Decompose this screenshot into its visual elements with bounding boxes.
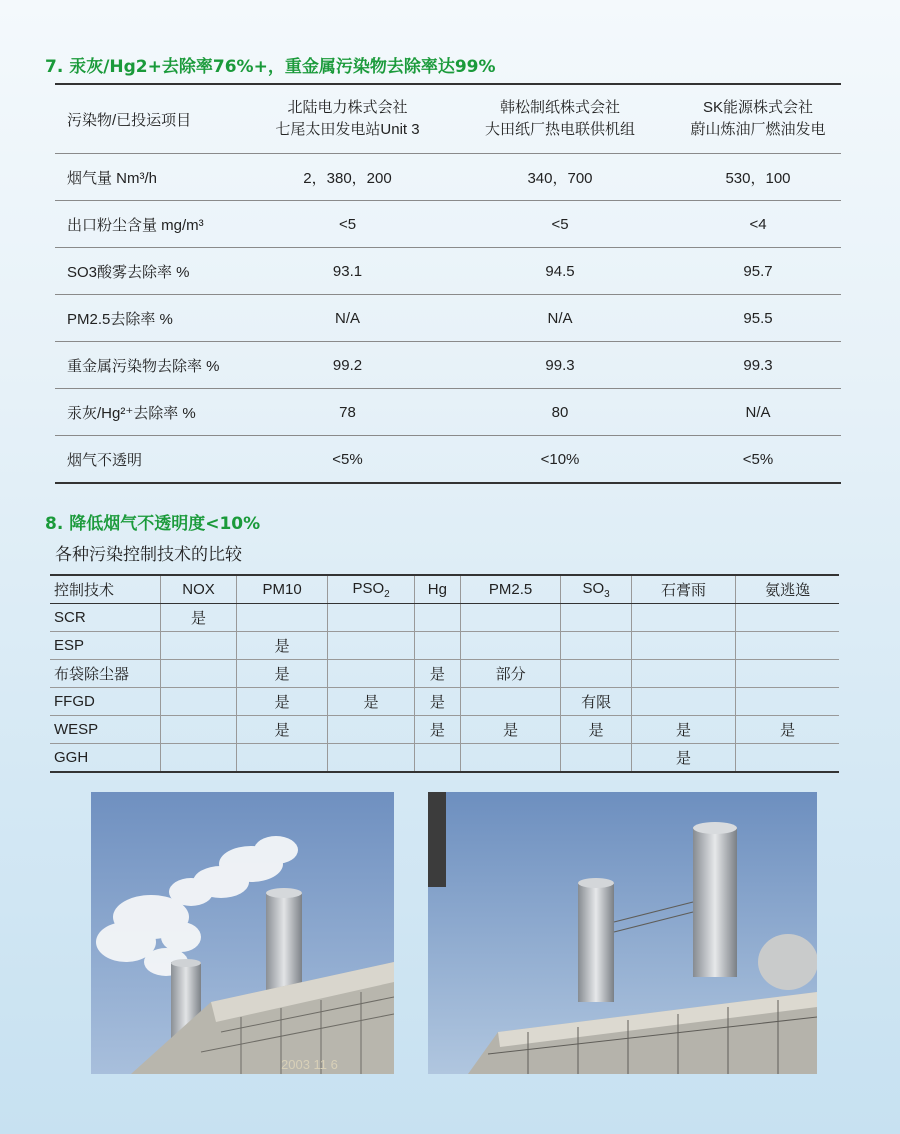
row-value-plant-3: 95.7 — [743, 262, 773, 280]
capability-cell — [631, 632, 735, 660]
plant-performance-table — [55, 83, 841, 484]
header-plant-2-company: 韩松制纸株式会社 — [499, 99, 620, 116]
capability-cell — [161, 660, 237, 688]
column-header — [328, 575, 415, 604]
column-header — [460, 575, 561, 604]
capability-cell — [161, 688, 237, 716]
row-value-plant-2: <10% — [540, 450, 580, 468]
capability-cell: 部分 — [460, 660, 561, 688]
capability-cell — [328, 660, 415, 688]
column-header-text: 控制技术 — [54, 582, 115, 599]
comparison-subtitle: 各种污染控制技术的比较 — [55, 545, 242, 565]
header-plant-3-company: SK能源株式会社 — [702, 99, 813, 116]
capability-cell — [414, 744, 460, 773]
row-value-plant-2: 340，700 — [527, 169, 593, 187]
column-header — [161, 575, 237, 604]
row-label: 出口粉尘含量 mg/m³ — [67, 216, 204, 234]
capability-cell — [561, 604, 631, 632]
header-plant-1-company: 北陆电力株式会社 — [287, 99, 408, 116]
column-header-text: SO — [582, 579, 605, 597]
column-header-text: NOX — [182, 581, 215, 598]
column-header-text: Hg — [427, 581, 447, 598]
capability-cell — [161, 716, 237, 744]
table-row — [55, 342, 841, 389]
capability-cell — [328, 632, 415, 660]
row-value-plant-1: 93.1 — [332, 262, 363, 280]
capability-cell: 是 — [631, 716, 735, 744]
capability-cell — [561, 632, 631, 660]
capability-cell: 是 — [414, 716, 460, 744]
row-label: SO3酸雾去除率 % — [67, 263, 190, 281]
table-row — [55, 295, 841, 342]
capability-cell — [161, 632, 237, 660]
capability-cell — [561, 660, 631, 688]
column-header — [631, 575, 735, 604]
capability-cell — [328, 744, 415, 773]
capability-cell — [237, 604, 328, 632]
capability-cell — [237, 744, 328, 773]
column-header-text: PSO — [352, 579, 385, 597]
capability-cell — [561, 744, 631, 773]
row-value-plant-3: 95.5 — [743, 309, 773, 327]
capability-cell: 是 — [237, 632, 328, 660]
capability-cell: 是 — [460, 716, 561, 744]
column-header — [237, 575, 328, 604]
row-value-plant-3: <4 — [749, 215, 767, 233]
capability-cell: 是 — [237, 716, 328, 744]
stack-photo-clear — [428, 792, 817, 1074]
row-label: 重金属污染物去除率 % — [67, 357, 220, 375]
section-8-heading: 8. 降低烟气不透明度<10% — [45, 514, 261, 534]
column-header — [414, 575, 460, 604]
table-row — [50, 632, 839, 660]
row-value-plant-1: 78 — [339, 403, 356, 421]
column-header-subscript: 2 — [384, 588, 390, 600]
table-header-row — [55, 85, 841, 154]
capability-cell: 是 — [631, 744, 735, 773]
column-header — [736, 575, 839, 604]
capability-cell: 是 — [328, 688, 415, 716]
technology-name: GGH — [50, 744, 161, 773]
header-plant-3-unit: 蔚山炼油厂燃油发电 — [690, 121, 826, 138]
column-header-subscript: 3 — [604, 588, 610, 600]
table-row — [55, 389, 841, 436]
capability-cell: 有限 — [561, 688, 631, 716]
column-header-text: PM10 — [262, 581, 302, 598]
column-header — [50, 575, 161, 604]
row-value-plant-3: N/A — [745, 403, 771, 421]
technology-name: ESP — [50, 632, 161, 660]
table-header-row — [50, 575, 839, 604]
capability-cell: 是 — [237, 660, 328, 688]
technology-comparison-table — [50, 574, 839, 773]
row-label: 烟气量 Nm³/h — [67, 169, 158, 187]
row-label: 烟气不透明 — [67, 451, 143, 469]
capability-cell — [736, 688, 839, 716]
capability-cell — [736, 604, 839, 632]
row-value-plant-3: <5% — [742, 450, 774, 468]
row-value-plant-2: N/A — [547, 309, 573, 327]
capability-cell — [736, 744, 839, 773]
capability-cell — [328, 716, 415, 744]
technology-name: SCR — [50, 604, 161, 632]
row-value-plant-1: <5 — [338, 215, 357, 233]
table-row — [50, 660, 839, 688]
row-label: PM2.5去除率 % — [67, 310, 173, 328]
section-7-heading: 7. 汞灰/Hg2+去除率76%+，重金属污染物去除率达99% — [45, 57, 496, 77]
technology-name: FFGD — [50, 688, 161, 716]
row-value-plant-2: 94.5 — [545, 262, 575, 280]
table-row — [55, 248, 841, 295]
column-header-text: PM2.5 — [488, 581, 533, 598]
capability-cell — [631, 688, 735, 716]
header-plant-1-unit: 七尾太田发电站Unit 3 — [275, 121, 420, 138]
capability-cell: 是 — [414, 688, 460, 716]
capability-cell — [736, 660, 839, 688]
capability-cell — [631, 660, 735, 688]
capability-cell — [460, 744, 561, 773]
capability-cell — [161, 744, 237, 773]
capability-cell: 是 — [736, 716, 839, 744]
capability-cell — [460, 632, 561, 660]
capability-cell: 是 — [414, 660, 460, 688]
table-row — [55, 436, 841, 482]
column-header-text: 石膏雨 — [660, 582, 706, 599]
row-value-plant-1: 2，380，200 — [303, 169, 392, 187]
row-value-plant-1: N/A — [334, 309, 360, 327]
capability-cell — [460, 604, 561, 632]
column-header-text: 氨逃逸 — [765, 582, 811, 599]
header-plant-2 — [445, 97, 675, 141]
capability-cell — [736, 632, 839, 660]
row-value-plant-2: 80 — [551, 403, 569, 421]
row-value-plant-2: 99.3 — [545, 356, 575, 374]
date-stamp: 2003 11 6 — [281, 1057, 338, 1072]
capability-cell: 是 — [161, 604, 237, 632]
header-plant-3 — [675, 97, 841, 141]
header-plant-1 — [250, 97, 445, 141]
table-row — [50, 716, 839, 744]
table-row — [50, 604, 839, 632]
technology-name: WESP — [50, 716, 161, 744]
row-label: 汞灰/Hg²⁺去除率 % — [67, 404, 196, 422]
stack-photo-with-plume — [91, 792, 394, 1074]
column-header — [561, 575, 631, 604]
table-row — [50, 688, 839, 716]
capability-cell — [414, 632, 460, 660]
header-plant-2-unit: 大田纸厂热电联供机组 — [484, 121, 635, 138]
row-value-plant-1: <5% — [332, 450, 363, 468]
capability-cell — [328, 604, 415, 632]
technology-name: 布袋除尘器 — [50, 660, 161, 688]
capability-cell: 是 — [237, 688, 328, 716]
table-row — [55, 201, 841, 248]
row-value-plant-2: <5 — [551, 215, 569, 233]
row-value-plant-3: 99.3 — [743, 356, 773, 374]
capability-cell: 是 — [561, 716, 631, 744]
row-value-plant-1: 99.2 — [332, 356, 363, 374]
row-value-plant-3: 530，100 — [725, 169, 791, 187]
capability-cell — [460, 688, 561, 716]
capability-cell — [414, 604, 460, 632]
header-label: 污染物/已投运项目 — [67, 111, 192, 129]
table-row — [55, 154, 841, 201]
capability-cell — [631, 604, 735, 632]
table-row — [50, 744, 839, 773]
